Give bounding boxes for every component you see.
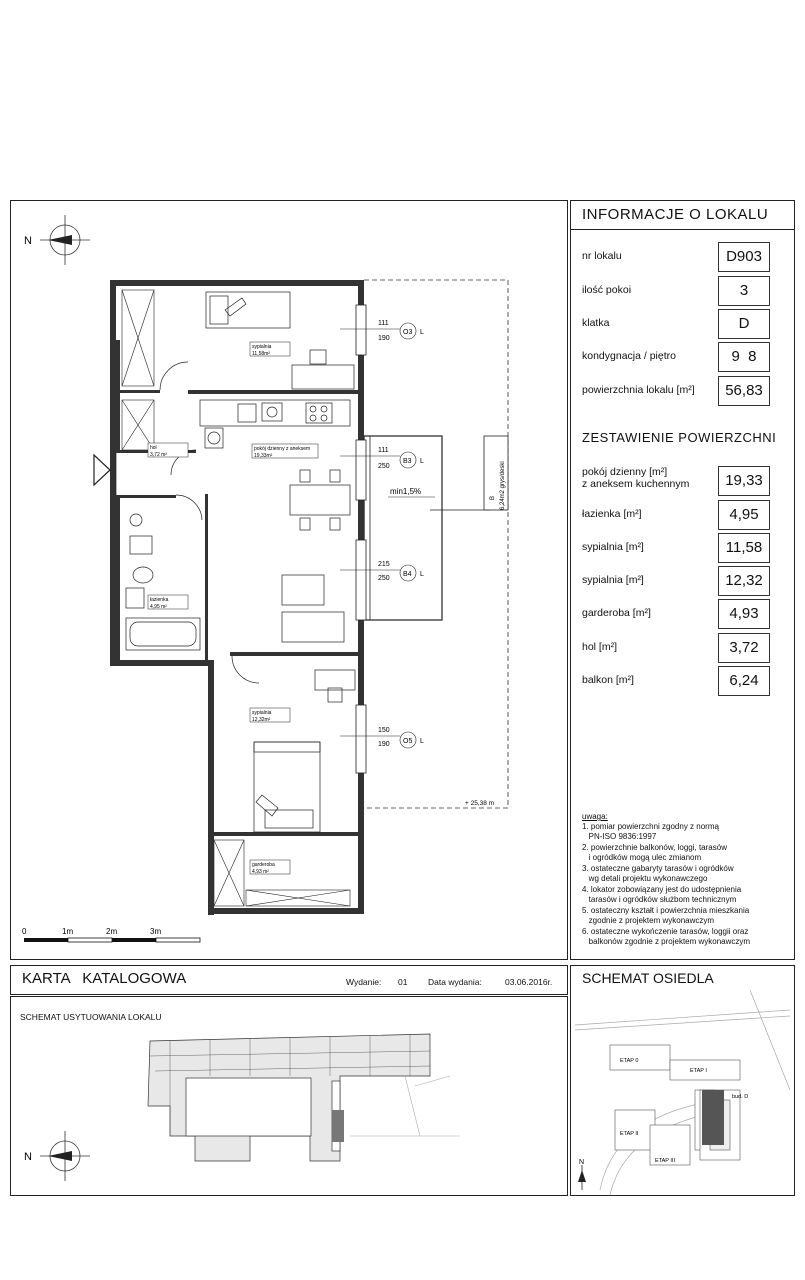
slope-label: min1,5% (390, 487, 422, 496)
area-value-bedroom1: 11,58 (718, 533, 770, 563)
room-labels (148, 342, 318, 875)
area-label-bedroom2: sypialnia [m²] (582, 574, 644, 586)
area-value-wardrobe: 4,93 (718, 599, 770, 629)
info-label-floor: kondygnacja / piętro (582, 350, 676, 362)
room-living-name: pokój dzienny z aneksem (254, 446, 311, 452)
notes-title: uwaga: (582, 812, 608, 821)
svg-text:190: 190 (378, 335, 390, 342)
area-value-hall: 3,72 (718, 633, 770, 663)
edition-value: 01 (398, 977, 408, 987)
bed-1 (206, 292, 290, 328)
site-highlight (702, 1090, 724, 1145)
floor-plan (10, 200, 568, 960)
svg-text:215: 215 (378, 561, 390, 568)
building-outline (148, 1034, 430, 1161)
site-lines (350, 1076, 460, 1136)
info-divider (570, 229, 795, 230)
date-label: Data wydania: (428, 977, 482, 987)
info-title: INFORMACJE O LOKALU (582, 206, 769, 223)
unit-highlight (332, 1110, 344, 1142)
area-label-bedroom1: sypialnia [m²] (582, 541, 644, 553)
balcony-spec: 6,24m2 grys/deski (500, 461, 506, 510)
room-bedroom1-area: 11,58m² (252, 351, 270, 357)
svg-text:0: 0 (22, 927, 27, 936)
scale-bar (22, 927, 200, 942)
svg-text:111: 111 (378, 447, 389, 454)
svg-text:190: 190 (378, 741, 390, 748)
svg-text:ETAP II: ETAP II (620, 1131, 639, 1137)
svg-text:L: L (420, 458, 424, 465)
north-label-usage: N (24, 1151, 32, 1163)
north-label: N (24, 235, 32, 247)
doors (116, 362, 259, 683)
info-value-rooms: 3 (718, 276, 770, 306)
svg-text:150: 150 (378, 727, 390, 734)
room-hall-area: 3,72 m² (150, 452, 167, 458)
info-value-staircase: D (718, 309, 770, 339)
svg-text:250: 250 (378, 463, 390, 470)
kitchen-counter (200, 400, 350, 448)
svg-text:L: L (420, 738, 424, 745)
room-hall-name: hol (150, 445, 157, 451)
usage-title: SCHEMAT USYTUOWANIA LOKALU (20, 1012, 162, 1022)
usage-plan (10, 996, 568, 1196)
sofa (282, 575, 344, 642)
svg-text:B3: B3 (403, 458, 412, 465)
svg-text:L: L (420, 329, 424, 336)
edition-label: Wydanie: (346, 977, 382, 987)
north-label-site: N (579, 1159, 585, 1166)
note-3: 3. ostateczne gabaryty tarasów i ogródków wg detali projektu wykonawczego (582, 864, 734, 883)
svg-text:ETAP 0: ETAP 0 (620, 1058, 639, 1064)
date-value: 03.06.2016r. (505, 977, 553, 987)
wardrobe-1 (122, 290, 154, 450)
svg-text:B4: B4 (403, 571, 412, 578)
area-value-bedroom2: 12,32 (718, 566, 770, 596)
note-5: 5. ostateczny kształt i powierzchnia mieszkania zgodnie z projektem wykonawczym (582, 906, 750, 925)
room-wardrobe-area: 4,93 m² (252, 869, 269, 875)
window-callout-b4 (340, 561, 424, 582)
room-bedroom1-name: sypialnia (252, 344, 272, 350)
site-plan (570, 990, 795, 1196)
svg-text:111: 111 (378, 320, 389, 327)
north-arrow-site-icon (578, 1159, 586, 1190)
site-scheme-title: SCHEMAT OSIEDLA (582, 970, 714, 986)
svg-text:3m: 3m (150, 927, 162, 936)
area-value-living: 19,33 (718, 466, 770, 496)
north-arrow-usage-icon (24, 1131, 90, 1181)
area-label-living: pokój dzienny [m²] z aneksem kuchennym (582, 466, 690, 490)
info-value-unit: D903 (718, 242, 770, 272)
room-living-area: 19,33m² (254, 453, 273, 459)
svg-text:ETAP III: ETAP III (655, 1158, 675, 1164)
note-4: 4. lokator zobowiązany jest do udostępnienia tarasów i ogródków służbom technicznym (582, 885, 742, 904)
svg-text:250: 250 (378, 575, 390, 582)
svg-text:O5: O5 (403, 738, 413, 745)
area-label-hall: hol [m²] (582, 641, 618, 653)
bedroom-2-chair (315, 670, 355, 702)
footer-title: KARTA KATALOGOWA (22, 970, 187, 987)
svg-text:L: L (420, 571, 424, 578)
area-label-wardrobe: garderoba [m²] (582, 607, 651, 619)
svg-text:2m: 2m (106, 927, 118, 936)
info-label-rooms: ilość pokoi (582, 284, 632, 296)
entrance-icon (94, 455, 110, 485)
area-value-balcony: 6,24 (718, 666, 770, 696)
svg-text:ETAP I: ETAP I (690, 1068, 707, 1074)
info-label-staircase: klatka (582, 317, 610, 329)
svg-text:O3: O3 (403, 329, 413, 336)
desk-1 (292, 350, 354, 389)
note-6: 6. ostateczne wykończenie tarasów, loggii oraz balkonów zgodnie z projektem wykonawczym (582, 927, 751, 946)
info-value-area: 56,83 (718, 376, 770, 406)
info-label-area: powierzchnia lokalu [m²] (582, 384, 695, 396)
bed-2 (254, 742, 320, 832)
areas-title: ZESTAWIENIE POWIERZCHNI (582, 430, 777, 445)
note-1: 1. pomiar powierzchni zgodny z normą PN-ISO 9836:1997 (582, 822, 719, 841)
room-bedroom2-area: 12,32m² (252, 717, 271, 723)
info-label-unit: nr lokalu (582, 250, 622, 262)
room-bedroom2-name: sypialnia (252, 710, 272, 716)
balcony-label: B (490, 495, 496, 500)
bathroom-fixtures (126, 514, 200, 650)
info-value-floor: 9 8 (718, 342, 770, 372)
window-callout-b3 (340, 447, 424, 470)
level-label: + 25,38 m (465, 800, 495, 807)
window-callout-o3 (340, 320, 424, 342)
area-value-bathroom: 4,95 (718, 500, 770, 530)
svg-text:bud. D: bud. D (732, 1094, 749, 1100)
area-label-balcony: balkon [m²] (582, 674, 634, 686)
room-wardrobe-name: garderoba (252, 862, 275, 868)
window-callout-o5 (340, 727, 424, 748)
dining-set (290, 470, 350, 530)
svg-text:1m: 1m (62, 927, 74, 936)
note-2: 2. powierzchnie balkonów, loggi, tarasów i ogródków mogą ulec zmianom (582, 843, 727, 862)
room-bathroom-name: łazienka (150, 597, 169, 603)
north-arrow-icon (24, 215, 90, 265)
room-bathroom-area: 4,95 m² (150, 604, 167, 610)
area-label-bathroom: łazienka [m²] (582, 508, 642, 520)
